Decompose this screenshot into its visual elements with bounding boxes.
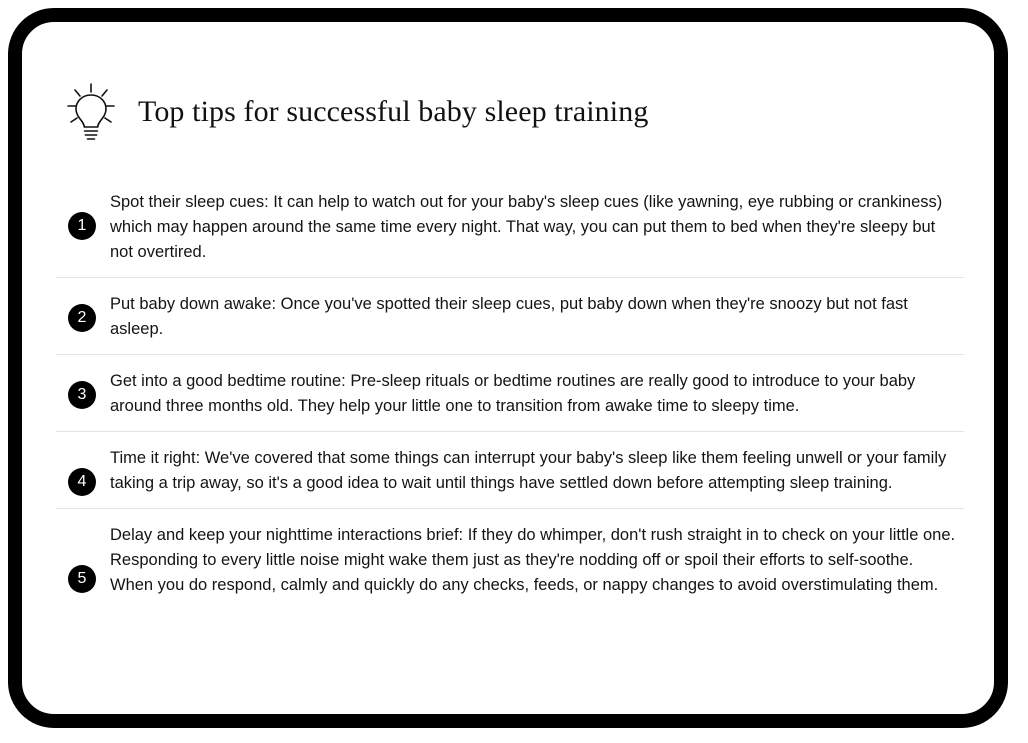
- tip-text: Put baby down awake: Once you've spotted their sleep cues, put baby down when they're snoozy but not fast asleep.: [110, 295, 908, 338]
- card-header: [52, 78, 964, 146]
- list-item: [56, 508, 964, 610]
- list-item: [56, 354, 964, 431]
- tip-number-badge: 3: [68, 381, 96, 409]
- tip-text: Delay and keep your nighttime interactions brief: If they do whimper, don't rush straight in to check on your little one. Responding to every little noise might wake them just as they're nodding off or spoil their efforts to self-soothe. When you do respond, calmly and quickly do any checks, feeds, or nappy changes to avoid overstimulating them.: [110, 526, 956, 594]
- tip-number-badge: 2: [68, 304, 96, 332]
- tip-number-badge: 5: [68, 565, 96, 593]
- tips-card: [8, 8, 1008, 728]
- page-title: Top tips for successful baby sleep training: [138, 95, 649, 128]
- tip-number-badge: 4: [68, 468, 96, 496]
- list-item: [56, 431, 964, 508]
- list-item: [56, 277, 964, 354]
- tips-card-content: [22, 22, 994, 714]
- tips-list: [52, 190, 964, 610]
- tip-text: Spot their sleep cues: It can help to watch out for your baby's sleep cues (like yawning, eye rubbing or crankiness) which may happen around the same time every night. That way, you can put them to bed when they're sleepy but not overtired.: [110, 193, 943, 261]
- lightbulb-icon: [62, 78, 120, 146]
- list-item: [56, 190, 964, 277]
- tip-number-badge: 1: [68, 212, 96, 240]
- tip-text: Time it right: We've covered that some things can interrupt your baby's sleep like them feeling unwell or your family taking a trip away, so it's a good idea to wait until things have settled down before attempting sleep training.: [110, 449, 947, 492]
- tip-text: Get into a good bedtime routine: Pre-sleep rituals or bedtime routines are really good to introduce to your baby around three months old. They help your little one to transition from awake time to sleepy time.: [110, 372, 916, 415]
